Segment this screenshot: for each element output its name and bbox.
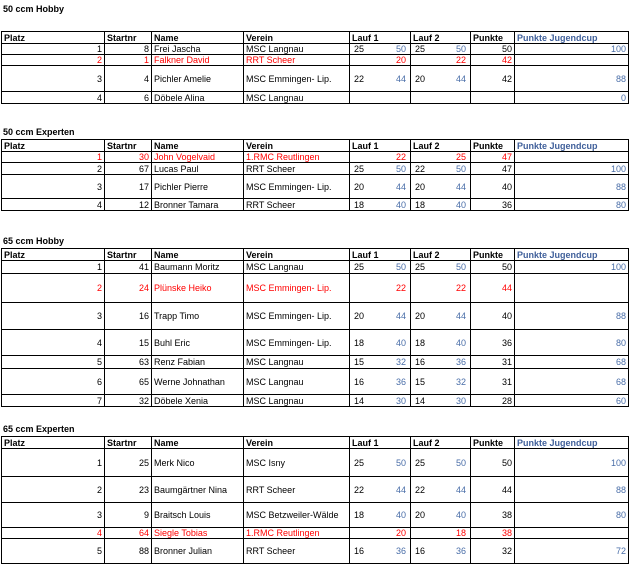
lauf-position: 22 <box>354 73 365 84</box>
column-header: Startnr <box>105 249 152 261</box>
platz-cell: 3 <box>2 175 105 199</box>
lauf-points: 44 <box>455 73 466 84</box>
startnr-cell: 41 <box>105 261 152 274</box>
startnr-cell: 24 <box>105 274 152 303</box>
lauf1-cell <box>350 356 411 369</box>
table-row <box>2 477 629 503</box>
platz-cell: 2 <box>2 55 105 66</box>
column-header: Punkte <box>471 32 515 44</box>
lauf-points: 30 <box>395 395 406 406</box>
lauf-points: 44 <box>395 311 406 321</box>
table-row <box>2 92 629 104</box>
lauf-points: 36 <box>455 357 466 367</box>
punkte-cell: 42 <box>471 66 515 92</box>
lauf-points: 22 <box>395 152 406 162</box>
name-cell: Baumann Moritz <box>152 261 244 274</box>
column-header: Lauf 1 <box>350 32 411 44</box>
name-cell: Werne Johnathan <box>152 369 244 395</box>
lauf-points: 32 <box>395 357 406 367</box>
table-header-row <box>2 249 629 261</box>
section-title: 65 ccm Hobby <box>3 236 65 246</box>
verein-cell: MSC Betzweiler-Wälde <box>244 503 350 528</box>
platz-cell: 2 <box>2 163 105 175</box>
jugendcup-cell: 88 <box>515 66 629 92</box>
lauf2-cell <box>411 395 471 407</box>
lauf1-cell <box>350 274 411 303</box>
name-cell: Döbele Alina <box>152 92 244 104</box>
platz-cell: 1 <box>2 152 105 163</box>
platz-cell: 1 <box>2 261 105 274</box>
jugendcup-cell: 100 <box>515 163 629 175</box>
platz-cell: 3 <box>2 66 105 92</box>
column-header: Platz <box>2 32 105 44</box>
jugendcup-cell: 80 <box>515 503 629 528</box>
lauf-points: 40 <box>395 337 406 348</box>
jugendcup-cell: 88 <box>515 303 629 330</box>
column-header: Startnr <box>105 32 152 44</box>
lauf1-cell <box>350 303 411 330</box>
results-table <box>1 139 629 211</box>
lauf-points: 22 <box>455 55 466 65</box>
lauf-position: 18 <box>415 337 426 348</box>
verein-cell: RRT Scheer <box>244 539 350 564</box>
platz-cell: 1 <box>2 44 105 55</box>
lauf1-cell <box>350 199 411 211</box>
column-header: Punkte <box>471 140 515 152</box>
lauf-position: 25 <box>415 457 426 468</box>
punkte-cell: 42 <box>471 55 515 66</box>
lauf-position: 18 <box>415 199 426 210</box>
table-row <box>2 503 629 528</box>
lauf2-cell <box>411 303 471 330</box>
verein-cell: MSC Langnau <box>244 356 350 369</box>
column-header: Punkte <box>471 249 515 261</box>
lauf-points: 25 <box>455 152 466 162</box>
punkte-cell: 44 <box>471 274 515 303</box>
startnr-cell: 25 <box>105 449 152 477</box>
column-header: Lauf 2 <box>411 249 471 261</box>
startnr-cell: 12 <box>105 199 152 211</box>
lauf2-cell <box>411 330 471 356</box>
name-cell: Plünske Heiko <box>152 274 244 303</box>
lauf-points: 40 <box>455 199 466 210</box>
startnr-cell: 15 <box>105 330 152 356</box>
table-row <box>2 449 629 477</box>
column-header: Punkte Jugendcup <box>515 249 629 261</box>
platz-cell: 3 <box>2 303 105 330</box>
punkte-cell: 38 <box>471 528 515 539</box>
table-row <box>2 356 629 369</box>
lauf1-cell <box>350 44 411 55</box>
lauf1-cell <box>350 330 411 356</box>
lauf-points: 44 <box>395 484 406 495</box>
startnr-cell: 23 <box>105 477 152 503</box>
verein-cell: MSC Langnau <box>244 92 350 104</box>
platz-cell: 4 <box>2 199 105 211</box>
jugendcup-cell: 60 <box>515 395 629 407</box>
verein-cell: RRT Scheer <box>244 55 350 66</box>
lauf2-cell <box>411 44 471 55</box>
table-row <box>2 152 629 163</box>
column-header: Platz <box>2 249 105 261</box>
startnr-cell: 32 <box>105 395 152 407</box>
lauf2-cell <box>411 199 471 211</box>
jugendcup-cell: 80 <box>515 330 629 356</box>
lauf-points: 50 <box>455 262 466 272</box>
lauf-position: 22 <box>354 484 365 495</box>
lauf-points: 32 <box>455 376 466 387</box>
lauf-points: 40 <box>395 510 406 520</box>
jugendcup-cell: 0 <box>515 92 629 104</box>
startnr-cell: 8 <box>105 44 152 55</box>
name-cell: John Vogelvaid <box>152 152 244 163</box>
lauf-points: 50 <box>455 163 466 174</box>
verein-cell: MSC Emmingen- Lip. <box>244 303 350 330</box>
column-header: Punkte Jugendcup <box>515 32 629 44</box>
verein-cell: MSC Emmingen- Lip. <box>244 175 350 199</box>
jugendcup-cell <box>515 274 629 303</box>
platz-cell: 2 <box>2 477 105 503</box>
lauf1-cell <box>350 261 411 274</box>
lauf-points: 36 <box>395 546 406 556</box>
lauf2-cell <box>411 92 471 104</box>
jugendcup-cell <box>515 55 629 66</box>
column-header: Lauf 2 <box>411 437 471 449</box>
name-cell: Renz Fabian <box>152 356 244 369</box>
name-cell: Döbele Xenia <box>152 395 244 407</box>
lauf-position: 20 <box>354 181 365 192</box>
verein-cell: RRT Scheer <box>244 199 350 211</box>
lauf-position: 18 <box>354 199 365 210</box>
lauf-points: 18 <box>455 528 466 538</box>
table-row <box>2 163 629 175</box>
lauf-position: 25 <box>415 262 426 272</box>
lauf1-cell <box>350 395 411 407</box>
name-cell: Baumgärtner Nina <box>152 477 244 503</box>
lauf1-cell <box>350 163 411 175</box>
lauf2-cell <box>411 449 471 477</box>
jugendcup-cell: 100 <box>515 449 629 477</box>
lauf-points: 40 <box>455 337 466 348</box>
punkte-cell: 50 <box>471 449 515 477</box>
column-header: Punkte Jugendcup <box>515 437 629 449</box>
lauf-position: 16 <box>354 376 365 387</box>
lauf-position: 16 <box>415 357 426 367</box>
name-cell: Falkner David <box>152 55 244 66</box>
platz-cell: 6 <box>2 369 105 395</box>
lauf-points: 36 <box>395 376 406 387</box>
name-cell: Pichler Pierre <box>152 175 244 199</box>
verein-cell: MSC Emmingen- Lip. <box>244 274 350 303</box>
verein-cell: MSC Emmingen- Lip. <box>244 330 350 356</box>
startnr-cell: 1 <box>105 55 152 66</box>
punkte-cell: 36 <box>471 330 515 356</box>
lauf-points: 50 <box>395 163 406 174</box>
verein-cell: MSC Langnau <box>244 395 350 407</box>
lauf-points: 50 <box>395 457 406 468</box>
startnr-cell: 17 <box>105 175 152 199</box>
lauf-points: 20 <box>395 55 406 65</box>
punkte-cell: 31 <box>471 356 515 369</box>
lauf2-cell <box>411 356 471 369</box>
jugendcup-cell: 68 <box>515 356 629 369</box>
jugendcup-cell <box>515 528 629 539</box>
lauf2-cell <box>411 163 471 175</box>
table-row <box>2 539 629 564</box>
platz-cell: 7 <box>2 395 105 407</box>
jugendcup-cell: 68 <box>515 369 629 395</box>
column-header: Startnr <box>105 140 152 152</box>
verein-cell: MSC Isny <box>244 449 350 477</box>
punkte-cell: 38 <box>471 503 515 528</box>
table-row <box>2 274 629 303</box>
table-row <box>2 175 629 199</box>
lauf-points: 40 <box>395 199 406 210</box>
jugendcup-cell: 80 <box>515 199 629 211</box>
column-header: Lauf 1 <box>350 140 411 152</box>
lauf1-cell <box>350 175 411 199</box>
lauf-points: 44 <box>395 181 406 192</box>
lauf-points: 44 <box>395 73 406 84</box>
name-cell: Merk Nico <box>152 449 244 477</box>
lauf-position: 22 <box>415 163 426 174</box>
punkte-cell: 47 <box>471 163 515 175</box>
lauf-position: 15 <box>415 376 426 387</box>
lauf1-cell <box>350 92 411 104</box>
table-header-row <box>2 437 629 449</box>
lauf1-cell <box>350 503 411 528</box>
platz-cell: 1 <box>2 449 105 477</box>
table-row <box>2 44 629 55</box>
name-cell: Buhl Eric <box>152 330 244 356</box>
name-cell: Bronner Julian <box>152 539 244 564</box>
column-header: Platz <box>2 437 105 449</box>
lauf1-cell <box>350 528 411 539</box>
lauf-position: 14 <box>415 395 426 406</box>
lauf1-cell <box>350 477 411 503</box>
table-row <box>2 330 629 356</box>
lauf-points: 30 <box>455 395 466 406</box>
table-row <box>2 528 629 539</box>
column-header: Lauf 2 <box>411 32 471 44</box>
column-header: Name <box>152 32 244 44</box>
lauf1-cell <box>350 369 411 395</box>
lauf-position: 18 <box>354 337 365 348</box>
column-header: Verein <box>244 32 350 44</box>
lauf-position: 20 <box>415 311 426 321</box>
results-table <box>1 248 629 407</box>
table-row <box>2 395 629 407</box>
verein-cell: MSC Langnau <box>244 261 350 274</box>
lauf-points: 20 <box>395 528 406 538</box>
platz-cell: 5 <box>2 356 105 369</box>
lauf2-cell <box>411 274 471 303</box>
lauf2-cell <box>411 503 471 528</box>
column-header: Verein <box>244 140 350 152</box>
lauf2-cell <box>411 369 471 395</box>
jugendcup-cell: 100 <box>515 261 629 274</box>
verein-cell: RRT Scheer <box>244 163 350 175</box>
lauf-points: 50 <box>455 457 466 468</box>
column-header: Verein <box>244 249 350 261</box>
punkte-cell: 50 <box>471 261 515 274</box>
lauf2-cell <box>411 152 471 163</box>
lauf-position: 25 <box>354 457 365 468</box>
column-header: Punkte <box>471 437 515 449</box>
lauf-points: 22 <box>395 283 406 293</box>
table-row <box>2 66 629 92</box>
punkte-cell: 28 <box>471 395 515 407</box>
startnr-cell: 65 <box>105 369 152 395</box>
platz-cell: 4 <box>2 92 105 104</box>
startnr-cell: 64 <box>105 528 152 539</box>
name-cell: Braitsch Louis <box>152 503 244 528</box>
startnr-cell: 88 <box>105 539 152 564</box>
lauf2-cell <box>411 66 471 92</box>
column-header: Lauf 1 <box>350 437 411 449</box>
lauf-points: 40 <box>455 510 466 520</box>
lauf-points: 44 <box>455 484 466 495</box>
lauf-points: 22 <box>455 283 466 293</box>
table-row <box>2 199 629 211</box>
jugendcup-cell <box>515 152 629 163</box>
column-header: Name <box>152 437 244 449</box>
verein-cell: 1.RMC Reutlingen <box>244 152 350 163</box>
section-title: 50 ccm Hobby <box>3 4 65 14</box>
column-header: Lauf 1 <box>350 249 411 261</box>
punkte-cell: 47 <box>471 152 515 163</box>
lauf-points: 50 <box>395 262 406 272</box>
results-table <box>1 31 629 104</box>
lauf2-cell <box>411 539 471 564</box>
jugendcup-cell: 72 <box>515 539 629 564</box>
lauf-points: 50 <box>455 44 466 54</box>
lauf2-cell <box>411 261 471 274</box>
lauf1-cell <box>350 449 411 477</box>
punkte-cell: 50 <box>471 44 515 55</box>
lauf1-cell <box>350 55 411 66</box>
jugendcup-cell: 88 <box>515 477 629 503</box>
lauf-position: 25 <box>354 44 365 54</box>
column-header: Startnr <box>105 437 152 449</box>
column-header: Verein <box>244 437 350 449</box>
verein-cell: MSC Emmingen- Lip. <box>244 66 350 92</box>
column-header: Platz <box>2 140 105 152</box>
name-cell: Lucas Paul <box>152 163 244 175</box>
lauf-position: 25 <box>415 44 426 54</box>
jugendcup-cell: 88 <box>515 175 629 199</box>
column-header: Name <box>152 140 244 152</box>
lauf-position: 20 <box>415 181 426 192</box>
punkte-cell: 40 <box>471 175 515 199</box>
lauf1-cell <box>350 152 411 163</box>
lauf2-cell <box>411 55 471 66</box>
results-table <box>1 436 629 564</box>
platz-cell: 5 <box>2 539 105 564</box>
lauf2-cell <box>411 175 471 199</box>
table-header-row <box>2 32 629 44</box>
startnr-cell: 63 <box>105 356 152 369</box>
lauf-position: 25 <box>354 262 365 272</box>
section-title: 65 ccm Experten <box>3 424 75 434</box>
lauf-position: 15 <box>354 357 365 367</box>
name-cell: Trapp Timo <box>152 303 244 330</box>
verein-cell: RRT Scheer <box>244 477 350 503</box>
table-row <box>2 303 629 330</box>
platz-cell: 2 <box>2 274 105 303</box>
verein-cell: MSC Langnau <box>244 44 350 55</box>
lauf-position: 20 <box>415 73 426 84</box>
lauf-position: 22 <box>415 484 426 495</box>
jugendcup-cell: 100 <box>515 44 629 55</box>
platz-cell: 3 <box>2 503 105 528</box>
lauf-position: 14 <box>354 395 365 406</box>
lauf-position: 25 <box>354 163 365 174</box>
startnr-cell: 9 <box>105 503 152 528</box>
platz-cell: 4 <box>2 330 105 356</box>
table-row <box>2 261 629 274</box>
punkte-cell: 31 <box>471 369 515 395</box>
name-cell: Frei Jascha <box>152 44 244 55</box>
lauf2-cell <box>411 528 471 539</box>
startnr-cell: 16 <box>105 303 152 330</box>
table-row <box>2 55 629 66</box>
name-cell: Bronner Tamara <box>152 199 244 211</box>
startnr-cell: 67 <box>105 163 152 175</box>
punkte-cell: 36 <box>471 199 515 211</box>
startnr-cell: 4 <box>105 66 152 92</box>
table-header-row <box>2 140 629 152</box>
name-cell: Pichler Amelie <box>152 66 244 92</box>
lauf-position: 20 <box>354 311 365 321</box>
table-row <box>2 369 629 395</box>
lauf-position: 16 <box>415 546 426 556</box>
lauf1-cell <box>350 539 411 564</box>
punkte-cell: 32 <box>471 539 515 564</box>
lauf-points: 50 <box>395 44 406 54</box>
verein-cell: MSC Langnau <box>244 369 350 395</box>
lauf-points: 36 <box>455 546 466 556</box>
lauf-position: 16 <box>354 546 365 556</box>
punkte-cell <box>471 92 515 104</box>
name-cell: Siegle Tobias <box>152 528 244 539</box>
verein-cell: 1.RMC Reutlingen <box>244 528 350 539</box>
platz-cell: 4 <box>2 528 105 539</box>
startnr-cell: 30 <box>105 152 152 163</box>
lauf-points: 44 <box>455 181 466 192</box>
lauf-position: 18 <box>354 510 365 520</box>
lauf-points: 44 <box>455 311 466 321</box>
punkte-cell: 44 <box>471 477 515 503</box>
lauf2-cell <box>411 477 471 503</box>
punkte-cell: 40 <box>471 303 515 330</box>
section-title: 50 ccm Experten <box>3 127 75 137</box>
lauf-position: 20 <box>415 510 426 520</box>
column-header: Name <box>152 249 244 261</box>
column-header: Lauf 2 <box>411 140 471 152</box>
startnr-cell: 6 <box>105 92 152 104</box>
column-header: Punkte Jugendcup <box>515 140 629 152</box>
lauf1-cell <box>350 66 411 92</box>
